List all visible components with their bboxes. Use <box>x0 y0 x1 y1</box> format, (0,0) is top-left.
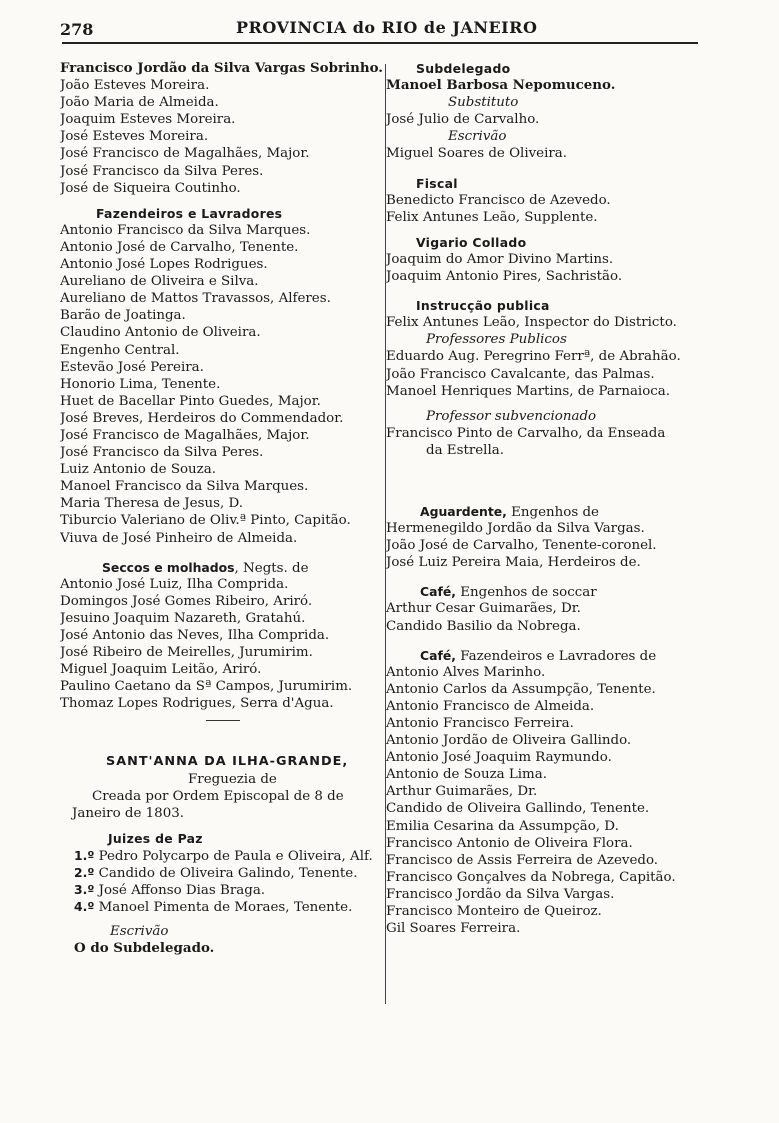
list-item: da Estrella. <box>426 442 504 458</box>
list-item: Antonio Francisco de Almeida. <box>386 698 595 714</box>
section-heading-vigario: Vigario Collado <box>416 234 527 250</box>
list-item: Aureliano de Oliveira e Silva. <box>60 274 259 290</box>
list-item: Antonio José Joaquim Raymundo. <box>386 750 612 766</box>
page-header <box>60 16 700 40</box>
right-column <box>386 60 706 937</box>
list-item: 3.º José Affonso Dias Braga. <box>74 882 266 899</box>
section-heading-seccos <box>60 559 390 576</box>
cafe-engenhos-heading-suffix: Engenhos de soccar <box>455 585 597 601</box>
instrucao-inspector: Felix Antunes Leão, Inspector do Districto. <box>386 315 677 331</box>
section-heading-fazendeiros: Fazendeiros e Lavradores <box>96 205 283 221</box>
list-item: Candido de Oliveira Gallindo, Tenente. <box>386 801 650 817</box>
list-item: Antonio José de Carvalho, Tenente. <box>60 239 299 255</box>
list-item: Joaquim do Amor Divino Martins. <box>386 251 614 267</box>
cafe-engenhos-heading-label: Café, <box>420 584 456 600</box>
list-item: Engenho Central. <box>60 342 180 358</box>
list-item: José Francisco de Magalhães, Major. <box>60 427 310 443</box>
list-item: Candido Basilio da Nobrega. <box>386 618 581 634</box>
list-item: Honorio Lima, Tenente. <box>60 376 221 392</box>
list-item: Benedicto Francisco de Azevedo. <box>386 192 611 208</box>
list-item: Tiburcio Valeriano de Oliv.ª Pinto, Capitão. <box>60 513 351 529</box>
freguesia-label: Freguezia de <box>188 771 277 787</box>
list-item: Manoel Francisco da Silva Marques. <box>60 479 309 495</box>
substituto-label: Substituto <box>448 95 519 111</box>
left-column <box>60 60 390 958</box>
cafe-fazendeiros-list <box>386 664 706 938</box>
list-item: Francisco Gonçalves da Nobrega, Capitão. <box>386 869 676 885</box>
list-item: Antonio José Luiz, Ilha Comprida. <box>60 576 289 592</box>
list-item: Antonio Alves Marinho. <box>386 664 546 680</box>
list-item: João Maria de Almeida. <box>60 95 219 111</box>
list-item: Arthur Cesar Guimarães, Dr. <box>386 601 581 617</box>
list-item: José Esteves Moreira. <box>60 129 209 145</box>
list-item: Francisco Monteiro de Queiroz. <box>386 904 602 920</box>
list-item: Aureliano de Mattos Travassos, Alferes. <box>60 291 331 307</box>
section-heading-cafe-fazendeiros <box>386 647 706 664</box>
list-item: Antonio Francisco da Silva Marques. <box>60 222 311 238</box>
header-rule <box>62 42 698 44</box>
list-item: 2.º Candido de Oliveira Galindo, Tenente. <box>74 865 358 882</box>
professores-label: Professores Publicos <box>426 332 567 348</box>
list-item: Felix Antunes Leão, Supplente. <box>386 209 598 225</box>
list-item: Claudino Antonio de Oliveira. <box>60 325 261 341</box>
list-item: Antonio José Lopes Rodrigues. <box>60 257 268 273</box>
list-item: Emilia Cesarina da Assumpção, D. <box>386 818 619 834</box>
list-item: João José de Carvalho, Tenente-coronel. <box>386 538 657 554</box>
list-item: Eduardo Aug. Peregrino Ferrª, de Abrahão. <box>386 349 681 365</box>
list-item: Maria Theresa de Jesus, D. <box>60 496 243 512</box>
list-item: Francisco Jordão da Silva Vargas. <box>386 886 615 902</box>
section-heading-cafe-engenhos <box>386 583 706 600</box>
list-item: Antonio Francisco Ferreira. <box>386 716 574 731</box>
list-item: 4.º Manoel Pimenta de Moraes, Tenente. <box>74 899 353 916</box>
list-item: Viuva de José Pinheiro de Almeida. <box>60 530 298 546</box>
escrivao-value: O do Subdelegado. <box>74 940 215 957</box>
creation-line-2: Janeiro de 1803. <box>72 805 184 821</box>
list-item: Thomaz Lopes Rodrigues, Serra d'Agua. <box>60 696 334 712</box>
list-item: Miguel Joaquim Leitão, Ariró. <box>60 662 262 678</box>
section-divider <box>206 720 240 721</box>
list-item: José Breves, Herdeiros do Commendador. <box>60 410 344 426</box>
escrivao-label: Escrivão <box>110 924 169 940</box>
list-item: Paulino Caetano da Sª Campos, Jurumirim. <box>60 679 353 695</box>
list-item: Francisco Antonio de Oliveira Flora. <box>386 835 633 851</box>
list-item: Arthur Guimarães, Dr. <box>386 784 538 800</box>
aguardente-heading-label: Aguardente, <box>420 503 507 519</box>
page-title: PROVINCIA do RIO de JANEIRO <box>236 18 538 37</box>
list-item: Joaquim Esteves Moreira. <box>60 112 236 128</box>
escrivao-label: Escrivão <box>448 129 507 145</box>
list-item: Hermenegildo Jordão da Silva Vargas. <box>386 521 645 537</box>
section-heading-subdelegado: Subdelegado <box>416 61 511 76</box>
list-item: Domingos José Gomes Ribeiro, Ariró. <box>60 593 313 609</box>
list-item: Manoel Henriques Martins, de Parnaioca. <box>386 383 671 399</box>
list-item: Francisco Jordão da Silva Vargas Sobrinho. <box>60 60 383 76</box>
substituto-name: José Julio de Carvalho. <box>386 112 540 128</box>
list-item: Estevão José Pereira. <box>60 359 204 375</box>
list-item: Jesuino Joaquim Nazareth, Gratahú. <box>60 610 306 626</box>
list-item: Antonio Jordão de Oliveira Gallindo. <box>386 733 632 749</box>
list-item: Francisco de Assis Ferreira de Azevedo. <box>386 852 659 868</box>
section-heading-fiscal: Fiscal <box>416 175 458 191</box>
list-item: José Francisco da Silva Peres. <box>60 163 264 179</box>
list-item: Barão de Joatinga. <box>60 308 186 324</box>
list-item: Antonio de Souza Lima. <box>386 767 547 783</box>
list-item: José Antonio das Neves, Ilha Comprida. <box>60 628 330 643</box>
list-item: João Esteves Moreira. <box>60 78 210 94</box>
escrivao-name: Miguel Soares de Oliveira. <box>386 146 568 162</box>
list-item: José de Siqueira Coutinho. <box>60 180 241 196</box>
list-item: Gil Soares Ferreira. <box>386 921 521 937</box>
seccos-list <box>60 576 390 713</box>
section-heading-instrucao: Instrucção publica <box>416 298 550 314</box>
fazendeiros-list <box>60 222 390 547</box>
list-item: Antonio Carlos da Assumpção, Tenente. <box>386 681 656 697</box>
subdelegado-name: Manoel Barbosa Nepomuceno. <box>386 77 616 94</box>
cafe-fazendeiros-heading-suffix: Fazendeiros e Lavradores de <box>455 648 657 664</box>
seccos-heading-suffix: , Negts. de <box>234 560 309 576</box>
page-number: 278 <box>60 20 94 39</box>
creation-line-1: Creada por Ordem Episcopal de 8 de <box>92 788 344 804</box>
list-item: Joaquim Antonio Pires, Sachristão. <box>386 269 623 285</box>
top-name-list <box>60 60 390 197</box>
list-item: José Francisco da Silva Peres. <box>60 445 264 461</box>
list-item: João Francisco Cavalcante, das Palmas. <box>386 366 655 382</box>
juizes-list <box>60 847 390 915</box>
section-heading-aguardente <box>386 503 706 520</box>
professor-sub-label: Professor subvencionado <box>426 408 597 424</box>
aguardente-heading-suffix: Engenhos de <box>506 504 599 520</box>
cafe-fazendeiros-heading-label: Café, <box>420 647 456 663</box>
list-item: José Ribeiro de Meirelles, Jurumirim. <box>60 645 313 661</box>
section-heading-juizes: Juizes de Paz <box>108 830 203 846</box>
list-item: José Francisco de Magalhães, Major. <box>60 146 310 162</box>
list-item: Francisco Pinto de Carvalho, da Enseada <box>386 425 666 441</box>
parish-title: SANT'ANNA DA ILHA-GRANDE, <box>106 754 349 770</box>
list-item: Huet de Bacellar Pinto Guedes, Major. <box>60 393 321 409</box>
list-item: Luiz Antonio de Souza. <box>60 462 216 478</box>
list-item: 1.º Pedro Polycarpo de Paula e Oliveira, Alf. <box>74 847 373 864</box>
seccos-heading-label: Seccos e molhados <box>102 559 235 575</box>
list-item: José Luiz Pereira Maia, Herdeiros de. <box>386 555 641 571</box>
